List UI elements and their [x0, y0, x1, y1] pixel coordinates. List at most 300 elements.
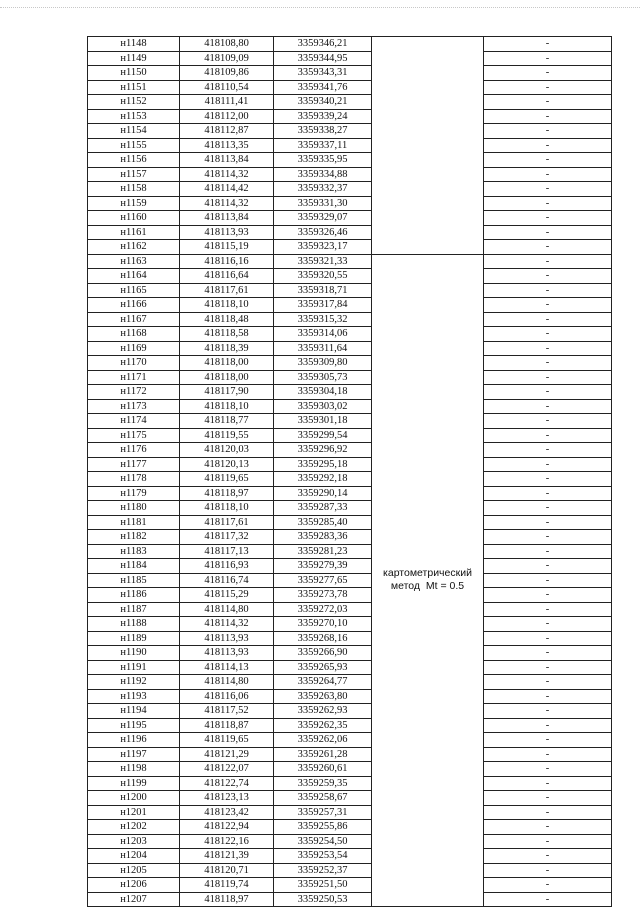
dash-cell: - — [484, 472, 612, 487]
table-row — [88, 559, 612, 574]
x-coordinate-cell: 418119,74 — [180, 878, 274, 893]
point-name-cell: н1166 — [88, 298, 180, 313]
x-coordinate-cell: 418118,48 — [180, 312, 274, 327]
dash-cell: - — [484, 225, 612, 240]
dash-cell: - — [484, 588, 612, 603]
x-coordinate-cell: 418117,52 — [180, 704, 274, 719]
y-coordinate-cell: 3359254,50 — [274, 834, 372, 849]
point-name-cell: н1193 — [88, 689, 180, 704]
x-coordinate-cell: 418120,03 — [180, 443, 274, 458]
table-row — [88, 457, 612, 472]
dash-cell: - — [484, 776, 612, 791]
dash-cell: - — [484, 892, 612, 907]
table-row — [88, 718, 612, 733]
dash-cell: - — [484, 704, 612, 719]
y-coordinate-cell: 3359262,06 — [274, 733, 372, 748]
y-coordinate-cell: 3359341,76 — [274, 80, 372, 95]
table-row — [88, 530, 612, 545]
table-row — [88, 689, 612, 704]
dash-cell: - — [484, 863, 612, 878]
table-row — [88, 167, 612, 182]
y-coordinate-cell: 3359261,28 — [274, 747, 372, 762]
point-name-cell: н1197 — [88, 747, 180, 762]
table-row — [88, 124, 612, 139]
x-coordinate-cell: 418117,61 — [180, 515, 274, 530]
table-row — [88, 805, 612, 820]
table-row — [88, 51, 612, 66]
point-name-cell: н1157 — [88, 167, 180, 182]
y-coordinate-cell: 3359320,55 — [274, 269, 372, 284]
table-row — [88, 109, 612, 124]
point-name-cell: н1185 — [88, 573, 180, 588]
y-coordinate-cell: 3359252,37 — [274, 863, 372, 878]
dash-cell: - — [484, 298, 612, 313]
x-coordinate-cell: 418113,93 — [180, 631, 274, 646]
table-row — [88, 588, 612, 603]
point-name-cell: н1191 — [88, 660, 180, 675]
table-row — [88, 182, 612, 197]
dash-cell: - — [484, 820, 612, 835]
y-coordinate-cell: 3359287,33 — [274, 501, 372, 516]
dash-cell: - — [484, 283, 612, 298]
table-row — [88, 704, 612, 719]
dash-cell: - — [484, 559, 612, 574]
point-name-cell: н1162 — [88, 240, 180, 255]
y-coordinate-cell: 3359258,67 — [274, 791, 372, 806]
table-row — [88, 573, 612, 588]
y-coordinate-cell: 3359332,37 — [274, 182, 372, 197]
x-coordinate-cell: 418116,93 — [180, 559, 274, 574]
y-coordinate-cell: 3359266,90 — [274, 646, 372, 661]
table-row — [88, 283, 612, 298]
x-coordinate-cell: 418118,77 — [180, 414, 274, 429]
x-coordinate-cell: 418117,61 — [180, 283, 274, 298]
dash-cell: - — [484, 196, 612, 211]
table-row — [88, 95, 612, 110]
y-coordinate-cell: 3359265,93 — [274, 660, 372, 675]
y-coordinate-cell: 3359262,93 — [274, 704, 372, 719]
y-coordinate-cell: 3359303,02 — [274, 399, 372, 414]
table-row — [88, 341, 612, 356]
dash-cell: - — [484, 515, 612, 530]
point-name-cell: н1204 — [88, 849, 180, 864]
y-coordinate-cell: 3359281,23 — [274, 544, 372, 559]
x-coordinate-cell: 418120,13 — [180, 457, 274, 472]
dash-cell: - — [484, 602, 612, 617]
method-text-line2: метод Mt = 0.5 — [390, 580, 465, 593]
y-coordinate-cell: 3359273,78 — [274, 588, 372, 603]
x-coordinate-cell: 418122,74 — [180, 776, 274, 791]
point-name-cell: н1154 — [88, 124, 180, 139]
dash-cell: - — [484, 733, 612, 748]
y-coordinate-cell: 3359264,77 — [274, 675, 372, 690]
table-row — [88, 370, 612, 385]
dash-cell: - — [484, 138, 612, 153]
x-coordinate-cell: 418123,42 — [180, 805, 274, 820]
dash-cell: - — [484, 109, 612, 124]
table-row — [88, 225, 612, 240]
x-coordinate-cell: 418113,84 — [180, 153, 274, 168]
y-coordinate-cell: 3359340,21 — [274, 95, 372, 110]
y-coordinate-cell: 3359309,80 — [274, 356, 372, 371]
table-row — [88, 791, 612, 806]
table-row — [88, 617, 612, 632]
point-name-cell: н1151 — [88, 80, 180, 95]
x-coordinate-cell: 418118,00 — [180, 370, 274, 385]
x-coordinate-cell: 418114,32 — [180, 617, 274, 632]
dash-cell: - — [484, 370, 612, 385]
dash-cell: - — [484, 124, 612, 139]
x-coordinate-cell: 418115,19 — [180, 240, 274, 255]
x-coordinate-cell: 418114,42 — [180, 182, 274, 197]
y-coordinate-cell: 3359262,35 — [274, 718, 372, 733]
point-name-cell: н1158 — [88, 182, 180, 197]
point-name-cell: н1169 — [88, 341, 180, 356]
x-coordinate-cell: 418118,10 — [180, 298, 274, 313]
point-name-cell: н1172 — [88, 385, 180, 400]
point-name-cell: н1182 — [88, 530, 180, 545]
table-row — [88, 515, 612, 530]
dash-cell: - — [484, 269, 612, 284]
y-coordinate-cell: 3359337,11 — [274, 138, 372, 153]
point-name-cell: н1156 — [88, 153, 180, 168]
dash-cell: - — [484, 718, 612, 733]
y-coordinate-cell: 3359301,18 — [274, 414, 372, 429]
table-row — [88, 892, 612, 907]
point-name-cell: н1196 — [88, 733, 180, 748]
dash-cell: - — [484, 573, 612, 588]
table-row — [88, 211, 612, 226]
dash-cell: - — [484, 646, 612, 661]
y-coordinate-cell: 3359338,27 — [274, 124, 372, 139]
y-coordinate-cell: 3359344,95 — [274, 51, 372, 66]
table-row — [88, 486, 612, 501]
dash-cell: - — [484, 254, 612, 269]
x-coordinate-cell: 418118,87 — [180, 718, 274, 733]
dash-cell: - — [484, 457, 612, 472]
point-name-cell: н1180 — [88, 501, 180, 516]
point-name-cell: н1176 — [88, 443, 180, 458]
table-row — [88, 602, 612, 617]
dash-cell: - — [484, 747, 612, 762]
x-coordinate-cell: 418121,29 — [180, 747, 274, 762]
x-coordinate-cell: 418122,94 — [180, 820, 274, 835]
table-row — [88, 153, 612, 168]
x-coordinate-cell: 418122,07 — [180, 762, 274, 777]
table-row — [88, 762, 612, 777]
point-name-cell: н1200 — [88, 791, 180, 806]
point-name-cell: н1206 — [88, 878, 180, 893]
x-coordinate-cell: 418118,97 — [180, 892, 274, 907]
point-name-cell: н1179 — [88, 486, 180, 501]
table-row — [88, 776, 612, 791]
table-row — [88, 327, 612, 342]
table-row — [88, 631, 612, 646]
y-coordinate-cell: 3359292,18 — [274, 472, 372, 487]
y-coordinate-cell: 3359334,88 — [274, 167, 372, 182]
dash-cell: - — [484, 878, 612, 893]
point-name-cell: н1159 — [88, 196, 180, 211]
table-row — [88, 385, 612, 400]
y-coordinate-cell: 3359285,40 — [274, 515, 372, 530]
dash-cell: - — [484, 80, 612, 95]
y-coordinate-cell: 3359314,06 — [274, 327, 372, 342]
point-name-cell: н1165 — [88, 283, 180, 298]
dash-cell: - — [484, 312, 612, 327]
dash-cell: - — [484, 341, 612, 356]
dash-cell: - — [484, 530, 612, 545]
y-coordinate-cell: 3359317,84 — [274, 298, 372, 313]
dash-cell: - — [484, 660, 612, 675]
dash-cell: - — [484, 240, 612, 255]
table-row — [88, 414, 612, 429]
y-coordinate-cell: 3359343,31 — [274, 66, 372, 81]
x-coordinate-cell: 418114,32 — [180, 167, 274, 182]
x-coordinate-cell: 418117,32 — [180, 530, 274, 545]
y-coordinate-cell: 3359251,50 — [274, 878, 372, 893]
x-coordinate-cell: 418113,93 — [180, 225, 274, 240]
y-coordinate-cell: 3359253,54 — [274, 849, 372, 864]
dash-cell: - — [484, 385, 612, 400]
x-coordinate-cell: 418118,39 — [180, 341, 274, 356]
table-row — [88, 501, 612, 516]
x-coordinate-cell: 418120,71 — [180, 863, 274, 878]
dash-cell: - — [484, 849, 612, 864]
y-coordinate-cell: 3359279,39 — [274, 559, 372, 574]
point-name-cell: н1183 — [88, 544, 180, 559]
table-row — [88, 834, 612, 849]
y-coordinate-cell: 3359259,35 — [274, 776, 372, 791]
x-coordinate-cell: 418119,55 — [180, 428, 274, 443]
scan-top-edge — [0, 7, 640, 12]
table-row — [88, 863, 612, 878]
dash-cell: - — [484, 501, 612, 516]
x-coordinate-cell: 418117,13 — [180, 544, 274, 559]
point-name-cell: н1202 — [88, 820, 180, 835]
point-name-cell: н1187 — [88, 602, 180, 617]
point-name-cell: н1149 — [88, 51, 180, 66]
table-row — [88, 472, 612, 487]
x-coordinate-cell: 418112,00 — [180, 109, 274, 124]
point-name-cell: н1177 — [88, 457, 180, 472]
table-row — [88, 80, 612, 95]
dash-cell: - — [484, 182, 612, 197]
x-coordinate-cell: 418117,90 — [180, 385, 274, 400]
table-row — [88, 428, 612, 443]
point-name-cell: н1167 — [88, 312, 180, 327]
y-coordinate-cell: 3359311,64 — [274, 341, 372, 356]
y-coordinate-cell: 3359331,30 — [274, 196, 372, 211]
dash-cell: - — [484, 167, 612, 182]
point-name-cell: н1170 — [88, 356, 180, 371]
table-row — [88, 849, 612, 864]
point-name-cell: н1161 — [88, 225, 180, 240]
point-name-cell: н1184 — [88, 559, 180, 574]
table-row — [88, 878, 612, 893]
x-coordinate-cell: 418114,80 — [180, 602, 274, 617]
x-coordinate-cell: 418121,39 — [180, 849, 274, 864]
y-coordinate-cell: 3359250,53 — [274, 892, 372, 907]
x-coordinate-cell: 418123,13 — [180, 791, 274, 806]
y-coordinate-cell: 3359270,10 — [274, 617, 372, 632]
y-coordinate-cell: 3359290,14 — [274, 486, 372, 501]
dash-cell: - — [484, 834, 612, 849]
x-coordinate-cell: 418118,10 — [180, 501, 274, 516]
point-name-cell: н1155 — [88, 138, 180, 153]
y-coordinate-cell: 3359272,03 — [274, 602, 372, 617]
x-coordinate-cell: 418114,13 — [180, 660, 274, 675]
x-coordinate-cell: 418119,65 — [180, 472, 274, 487]
dash-cell: - — [484, 791, 612, 806]
table-row — [88, 660, 612, 675]
x-coordinate-cell: 418109,86 — [180, 66, 274, 81]
point-name-cell: н1150 — [88, 66, 180, 81]
table-row — [88, 254, 612, 269]
method-cell-empty — [372, 37, 484, 255]
x-coordinate-cell: 418116,06 — [180, 689, 274, 704]
table-row — [88, 269, 612, 284]
x-coordinate-cell: 418119,65 — [180, 733, 274, 748]
point-name-cell: н1163 — [88, 254, 180, 269]
dash-cell: - — [484, 153, 612, 168]
x-coordinate-cell: 418113,84 — [180, 211, 274, 226]
dash-cell: - — [484, 805, 612, 820]
dash-cell: - — [484, 211, 612, 226]
y-coordinate-cell: 3359257,31 — [274, 805, 372, 820]
point-name-cell: н1174 — [88, 414, 180, 429]
y-coordinate-cell: 3359255,86 — [274, 820, 372, 835]
y-coordinate-cell: 3359339,24 — [274, 109, 372, 124]
point-name-cell: н1199 — [88, 776, 180, 791]
y-coordinate-cell: 3359326,46 — [274, 225, 372, 240]
x-coordinate-cell: 418116,74 — [180, 573, 274, 588]
dash-cell: - — [484, 399, 612, 414]
y-coordinate-cell: 3359304,18 — [274, 385, 372, 400]
point-name-cell: н1160 — [88, 211, 180, 226]
dash-cell: - — [484, 617, 612, 632]
x-coordinate-cell: 418118,58 — [180, 327, 274, 342]
point-name-cell: н1168 — [88, 327, 180, 342]
y-coordinate-cell: 3359296,92 — [274, 443, 372, 458]
point-name-cell: н1198 — [88, 762, 180, 777]
dash-cell: - — [484, 544, 612, 559]
y-coordinate-cell: 3359295,18 — [274, 457, 372, 472]
point-name-cell: н1205 — [88, 863, 180, 878]
table-row — [88, 399, 612, 414]
x-coordinate-cell: 418115,29 — [180, 588, 274, 603]
table-row — [88, 298, 612, 313]
table-row — [88, 733, 612, 748]
point-name-cell: н1192 — [88, 675, 180, 690]
y-coordinate-cell: 3359263,80 — [274, 689, 372, 704]
point-name-cell: н1148 — [88, 37, 180, 52]
y-coordinate-cell: 3359321,33 — [274, 254, 372, 269]
point-name-cell: н1194 — [88, 704, 180, 719]
y-coordinate-cell: 3359283,36 — [274, 530, 372, 545]
dash-cell: - — [484, 486, 612, 501]
table-row — [88, 196, 612, 211]
y-coordinate-cell: 3359335,95 — [274, 153, 372, 168]
method-cell — [372, 254, 484, 907]
point-name-cell: н1188 — [88, 617, 180, 632]
dash-cell: - — [484, 356, 612, 371]
coordinates-table-body — [88, 37, 612, 907]
dash-cell: - — [484, 95, 612, 110]
dash-cell: - — [484, 675, 612, 690]
table-row — [88, 646, 612, 661]
dash-cell: - — [484, 51, 612, 66]
point-name-cell: н1178 — [88, 472, 180, 487]
table-row — [88, 138, 612, 153]
table-row — [88, 66, 612, 81]
table-row — [88, 544, 612, 559]
x-coordinate-cell: 418114,80 — [180, 675, 274, 690]
point-name-cell: н1164 — [88, 269, 180, 284]
y-coordinate-cell: 3359260,61 — [274, 762, 372, 777]
table-row — [88, 443, 612, 458]
dash-cell: - — [484, 762, 612, 777]
point-name-cell: н1153 — [88, 109, 180, 124]
x-coordinate-cell: 418109,09 — [180, 51, 274, 66]
coordinates-table — [87, 36, 612, 907]
table-row — [88, 312, 612, 327]
point-name-cell: н1190 — [88, 646, 180, 661]
dash-cell: - — [484, 327, 612, 342]
x-coordinate-cell: 418118,00 — [180, 356, 274, 371]
y-coordinate-cell: 3359315,32 — [274, 312, 372, 327]
y-coordinate-cell: 3359323,17 — [274, 240, 372, 255]
point-name-cell: н1173 — [88, 399, 180, 414]
dash-cell: - — [484, 414, 612, 429]
x-coordinate-cell: 418113,93 — [180, 646, 274, 661]
x-coordinate-cell: 418108,80 — [180, 37, 274, 52]
point-name-cell: н1181 — [88, 515, 180, 530]
x-coordinate-cell: 418116,16 — [180, 254, 274, 269]
dash-cell: - — [484, 428, 612, 443]
table-row — [88, 37, 612, 52]
point-name-cell: н1152 — [88, 95, 180, 110]
y-coordinate-cell: 3359305,73 — [274, 370, 372, 385]
point-name-cell: н1171 — [88, 370, 180, 385]
x-coordinate-cell: 418118,97 — [180, 486, 274, 501]
y-coordinate-cell: 3359268,16 — [274, 631, 372, 646]
x-coordinate-cell: 418118,10 — [180, 399, 274, 414]
table-row — [88, 356, 612, 371]
point-name-cell: н1186 — [88, 588, 180, 603]
y-coordinate-cell: 3359277,65 — [274, 573, 372, 588]
x-coordinate-cell: 418116,64 — [180, 269, 274, 284]
table-row — [88, 240, 612, 255]
point-name-cell: н1189 — [88, 631, 180, 646]
point-name-cell: н1201 — [88, 805, 180, 820]
dash-cell: - — [484, 66, 612, 81]
y-coordinate-cell: 3359329,07 — [274, 211, 372, 226]
table-row — [88, 820, 612, 835]
x-coordinate-cell: 418122,16 — [180, 834, 274, 849]
dash-cell: - — [484, 37, 612, 52]
table-row — [88, 675, 612, 690]
point-name-cell: н1175 — [88, 428, 180, 443]
y-coordinate-cell: 3359346,21 — [274, 37, 372, 52]
x-coordinate-cell: 418112,87 — [180, 124, 274, 139]
y-coordinate-cell: 3359318,71 — [274, 283, 372, 298]
point-name-cell: н1207 — [88, 892, 180, 907]
x-coordinate-cell: 418111,41 — [180, 95, 274, 110]
x-coordinate-cell: 418114,32 — [180, 196, 274, 211]
table-row — [88, 747, 612, 762]
x-coordinate-cell: 418113,35 — [180, 138, 274, 153]
dash-cell: - — [484, 689, 612, 704]
